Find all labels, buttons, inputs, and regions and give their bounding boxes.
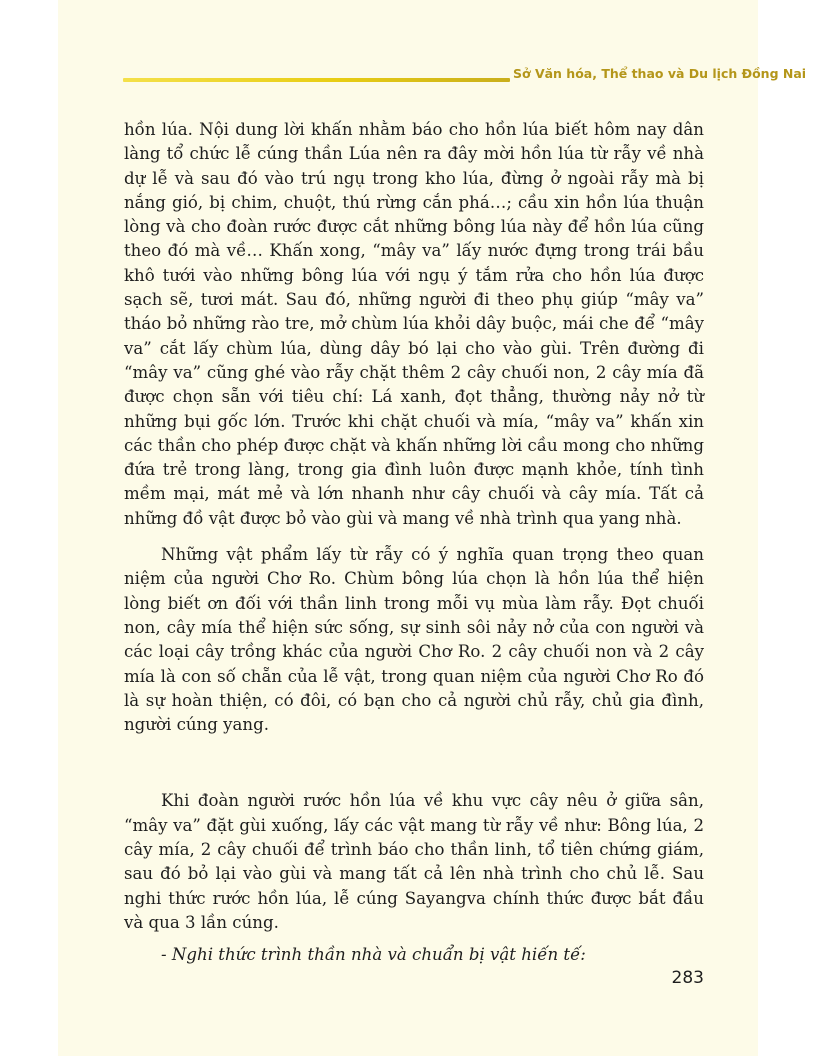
paragraph-3: Khi đoàn người rước hồn lúa về khu vực cây nêu ở giữa sân, “mây va” đặt gùi xuống, lấy các vật mang từ rẫy về như: Bông lúa, 2 cây mía, 2 cây chuối để trình báo cho thần linh, tổ tiên chứng giám, sau đó bỏ lại vào gùi và mang tất cả lên nhà trình cho chủ lễ. Sau nghi thức rước hồn lúa, lễ cúng Sayangva chính thức được bắt đầu và qua 3 lần cúng. xyxy=(124,791,704,932)
paragraph-2: Những vật phẩm lấy từ rẫy có ý nghĩa quan trọng theo quan niệm của người Chơ Ro. Chùm bông lúa chọn là hồn lúa thể hiện lòng biết ơn đối với thần linh trong mỗi vụ mùa làm rẫy. Đọt chuối non, cây mía thể hiện sức sống, sự sinh sôi nảy nở của con người và các loại cây trồng khác của người Chơ Ro. 2 cây chuối non và 2 cây mía là con số chẵn của lễ vật, trong quan niệm của người Chơ Ro đó là sự hoàn thiện, có đôi, có bạn cho cả người chủ rẫy, chủ gia đình, người cúng yang. xyxy=(124,545,704,735)
paragraph-1: hồn lúa. Nội dung lời khấn nhằm báo cho hồn lúa biết hôm nay dân làng tổ chức lễ cúng thần Lúa nên ra đây mời hồn lúa từ rẫy về nhà dự lễ và sau đó vào trú ngụ trong kho lúa, đừng ở ngoài rẫy mà bị nắng gió, bị chim, chuột, thú rừng cắn phá…; cầu xin hồn lúa thuận lòng và cho đoàn rước được cắt những bông lúa này để hồn lúa cũng theo đó mà về… Khấn xong, “mây va” lấy nước đựng trong trái bầu khô tưới vào những bông lúa với ngụ ý tắm rửa cho hồn lúa được sạch sẽ, tươi mát. Sau đó, những người đi theo phụ giúp “mây va” tháo bỏ những rào tre, mở chùm lúa khỏi dây buộc, mái che để “mây va” cắt lấy chùm lúa, dùng dây bó lại cho vào gùi. Trên đường đi “mây va” cũng ghé vào rẫy chặt thêm 2 cây chuối non, 2 cây mía đã được chọn sẵn với tiêu chí: Lá xanh, đọt thẳng, thường nảy nở từ những bụi gốc lớn. Trước khi chặt chuối và mía, “mây va” khấn xin các thần cho phép được chặt và khấn những lời cầu mong cho những đứa trẻ trong làng, trong gia đình luôn được mạnh khỏe, tính tình mềm mại, mát mẻ và lớn nhanh như cây chuối và cây mía. Tất cả những đồ vật được bỏ vào gùi và mang về nhà trình qua yang nhà. xyxy=(124,120,704,528)
running-header: Sở Văn hóa, Thể thao và Du lịch Đồng Nai xyxy=(513,66,807,81)
body-text xyxy=(124,118,704,968)
book-page xyxy=(58,0,807,1056)
page-number: 283 xyxy=(671,968,704,988)
header-rule xyxy=(123,78,510,82)
section-subheading: - Nghi thức trình thần nhà và chuẩn bị vật hiến tế: xyxy=(161,945,586,965)
